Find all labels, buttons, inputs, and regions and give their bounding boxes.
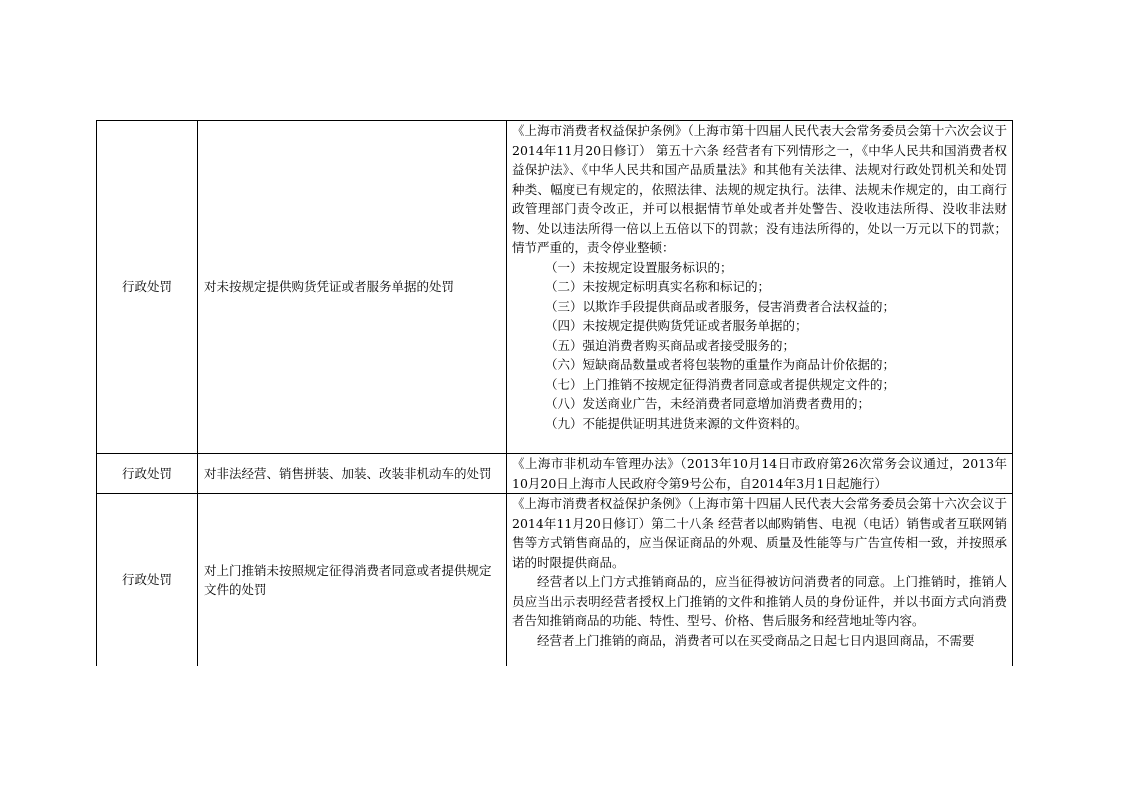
item-cell: 对上门推销未按照规定征得消费者同意或者提供规定文件的处罚 bbox=[198, 494, 507, 667]
category-cell: 行政处罚 bbox=[97, 494, 198, 667]
item-cell: 对未按规定提供购货凭证或者服务单据的处罚 bbox=[198, 121, 507, 454]
basis-list-item: （四）未按规定提供购货凭证或者服务单据的； bbox=[545, 318, 808, 333]
basis-list-item: （八）发送商业广告，未经消费者同意增加消费者费用的； bbox=[545, 396, 871, 411]
basis-list-item: （五）强迫消费者购买商品或者接受服务的； bbox=[545, 337, 796, 353]
basis-cell bbox=[507, 454, 1013, 494]
basis-list-item: （三）以欺诈手段提供商品或者服务，侵害消费者合法权益的； bbox=[545, 298, 896, 314]
table-row bbox=[97, 494, 1013, 667]
basis-list-item: （七）上门推销不按规定征得消费者同意或者提供规定文件的； bbox=[545, 376, 896, 392]
category-cell: 行政处罚 bbox=[97, 454, 198, 494]
penalty-table bbox=[96, 120, 1013, 666]
basis-list-item: （二）未按规定标明真实名称和标记的； bbox=[545, 279, 771, 294]
basis-list-item: （九）不能提供证明其进货来源的文件资料的。 bbox=[545, 415, 808, 431]
category-cell: 行政处罚 bbox=[97, 121, 198, 454]
basis-cell bbox=[507, 121, 1013, 454]
basis-paragraph: 经营者以上门方式推销商品的，应当征得被访问消费者的同意。上门推销时，推销人员应当出示表明经营者授权上门推销的文件和推销人员的身份证件，并以书面方式向消费者告知推销商品的功能、特性、型号、价格、售后服务和经营地址等内容。 bbox=[512, 574, 1007, 628]
item-cell: 对非法经营、销售拼装、加装、改装非机动车的处罚 bbox=[198, 454, 507, 494]
table-row bbox=[97, 454, 1013, 494]
basis-paragraph: 《上海市消费者权益保护条例》（上海市第十四届人民代表大会常务委员会第十六次会议于2014年11月20日修订）第二十八条 经营者以邮购销售、电视（电话）销售或者互联网销售等方式销售商品的，应当保证商品的外观、质量及性能等与广告宣传相一致，并按照承诺的时限提供商品。 bbox=[512, 496, 1007, 570]
basis-list-item: （一）未按规定设置服务标识的； bbox=[545, 259, 733, 275]
table-row bbox=[97, 121, 1013, 454]
basis-cell bbox=[507, 494, 1013, 667]
basis-text: 《上海市非机动车管理办法》（2013年10月14日市政府第26次常务会议通过，2013年10月20日上海市人民政府令第9号公布，自2014年3月1日起施行） bbox=[512, 456, 1007, 491]
basis-intro: 《上海市消费者权益保护条例》（上海市第十四届人民代表大会常务委员会第十六次会议于2014年11月20日修订） 第五十六条 经营者有下列情形之一，《中华人民共和国消费者权益保护法》、《中华人民共和国产品质量法》和其他有关法律、法规对行政处罚机关和处罚种类、幅度已有规定的，依照法律、法规的规定执行。法律、法规未作规定的，由工商行政管理部门责令改正，并可以根据情节单处或者并处警告、没收违法所得、没收非法财物、处以违法所得一倍以上五倍以下的罚款；没有违法所得的，处以一万元以下的罚款；情节严重的，责令停业整顿： bbox=[512, 123, 1007, 255]
basis-list-item: （六）短缺商品数量或者将包装物的重量作为商品计价依据的； bbox=[545, 357, 896, 372]
basis-paragraph: 经营者上门推销的商品，消费者可以在买受商品之日起七日内退回商品，不需要 bbox=[537, 632, 975, 648]
